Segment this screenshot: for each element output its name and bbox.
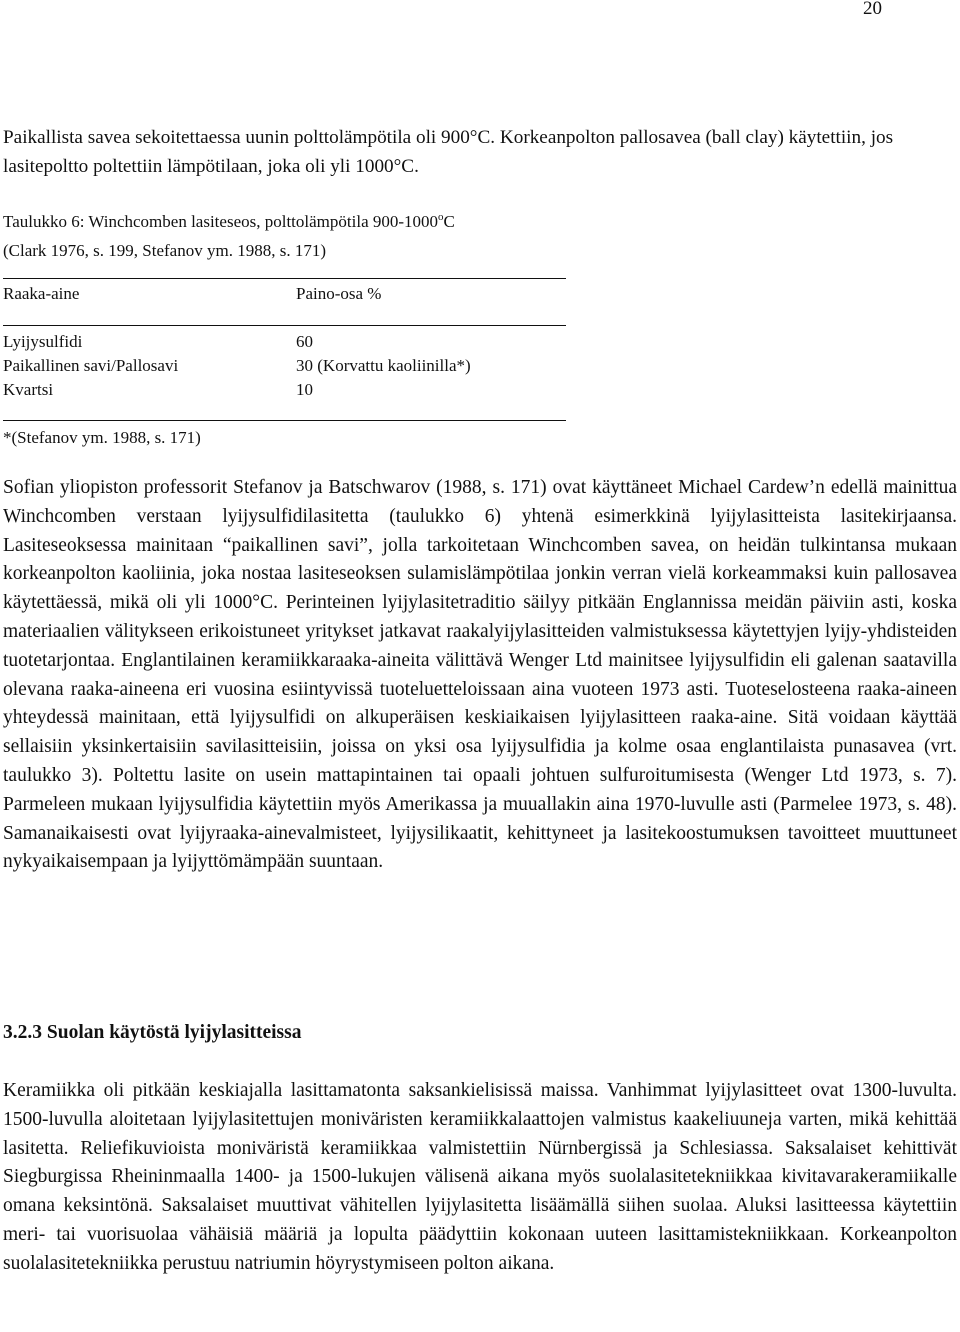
body-paragraph-2: Keramiikka oli pitkään keskiajalla lasittamatonta saksankielisissä maissa. Vanhimmat lyijylasitteet ovat 1300-luvulta. 1500-luvulla aloitetaan lyijylasitettujen moniväristen keramiikkalaattojen valmistus kaakeliuuneja varten, mikä kehittää lasitetta. Reliefikuvioista moniväristä keramiikkaa valmistettiin Nürnbergissä ja Schlesiassa. Saksalaiset kehittivät Siegburgissa Rheininmaalla 1400- ja 1500-lukujen välisenä aikana myös suolalasitetekniikkaa kivitavarakeramiikalle omana keksintönä. Saksalaiset muuttivat vähitellen lyijylasitetta lisäämällä siihen suolaa. Aluksi lasitteessa käytettiin meri- tai vuorisuolaa vähäisiä määriä ja lopulta päädyttiin kokonaan uuteen lasittamistekniikkaan. Korkeanpolton suolalasitetekniikka perustuu natriumin höyrystymiseen polton aikana. [3, 1080, 957, 1274]
table-top-rule [3, 278, 566, 279]
table-bottom-rule [3, 420, 566, 421]
table-caption-text: Taulukko 6: Winchcomben lasiteseos, polttolämpötila 900-1000 [3, 212, 439, 231]
table-header-weight: Paino-osa % [296, 284, 382, 303]
table-cell-weight: 10 [296, 380, 313, 399]
table-cell-material: Kvartsi [3, 380, 54, 399]
table-caption-unit: C [443, 212, 455, 231]
table-cell-weight: 30 (Korvattu kaoliinilla*) [296, 356, 471, 375]
intro-paragraph: Paikallista savea sekoitettaessa uunin polttolämpötila oli 900°C. Korkeanpolton pallosavea (ball clay) käytettiin, jos lasitepoltto poltettiin lämpötilaan, joka oli yli 1000°C. [3, 127, 894, 177]
page-number: 20 [863, 0, 882, 19]
table-header-rule [3, 325, 566, 326]
degree-superscript: o [438, 211, 444, 223]
table-cell-material: Lyijysulfidi [3, 332, 83, 351]
section-heading: 3.2.3 Suolan käytöstä lyijylasitteissa [3, 1022, 302, 1043]
table-caption-source: (Clark 1976, s. 199, Stefanov ym. 1988, s. 171) [3, 241, 326, 260]
table-caption [3, 207, 703, 265]
table-header-material: Raaka-aine [3, 284, 80, 303]
table-footnote: *(Stefanov ym. 1988, s. 171) [3, 428, 201, 447]
table-cell-material: Paikallinen savi/Pallosavi [3, 356, 179, 375]
body-paragraph-1: Sofian yliopiston professorit Stefanov ja Batschwarov (1988, s. 171) ovat käyttäneet Michael Cardew’n edellä mainittua Winchcomben verstaan lyijysulfidilasitetta (taulukko 6) yhtenä esimerkkinä lyijylasitteista lasitekirjaansa. Lasiteseoksessa mainitaan “paikallinen savi”, jolla tarkoitetaan Winchcomben savea, on heidän tulkintansa mukaan korkeanpolton kaoliinia, joka nostaa lasiteseoksen sulamislämpötilaa jonkin verran vielä korkeammaksi kuin pallosavea käytettäessä, mikä oli yli 1000°C. Perinteinen lyijylasitetraditio säilyy pitkään Englannissa meidän päiviin asti, koska materiaalien välitykseen erikoistuneet yritykset jatkavat raakalyijylasitteiden valmistuksessa käytettyjen lyijy-yhdisteiden tuotetarjontaa. Englantilainen keramiikkaraaka-aineita välittävä Wenger Ltd mainitsee lyijysulfidin eli galenan saatavilla olevana raaka-aineena eri vuosina esiintyvissä tuoteluetteloissaan aina vuoteen 1973 asti. Tuoteselosteena raaka-aineen yhteydessä mainitaan, että lyijysulfidi on alkuperäisen keskiaikaisen lyijylasitteen raaka-aine. Sitä voidaan käyttää sellaisiin yksinkertaisiin savilasitteisiin, joissa on yksi osa lyijysulfidia ja kolme osaa englantilaista punasavea (vrt. taulukko 3). Poltettu lasite on usein mattapintainen tai opaali johtuen sulfuroitumisesta (Wenger Ltd 1973, s. 7). Parmeleen mukaan lyijysulfidia käytettiin myös Amerikassa ja muuallakin aina 1970-luvulle asti (Parmelee 1973, s. 48). Samanaikaisesti ovat lyijyraaka-ainevalmisteet, lyijysilikaatit, kehittyneet ja lasitekoostumuksen tavoitteet muuttuneet nykyaikaisempaan ja lyijyttömämpään suuntaan. [3, 477, 957, 873]
table-cell-weight: 60 [296, 332, 313, 351]
